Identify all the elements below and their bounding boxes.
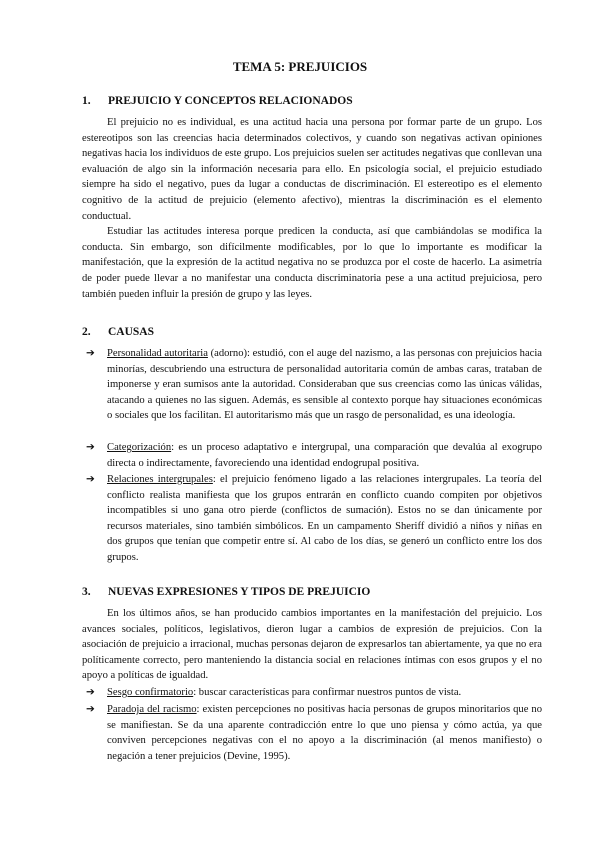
list-item-text: : es un proceso adaptativo e intergrupal, una comparación que devalúa al exogrupo directa o indirectamente, favoreciendo una identidad endogrupal positiva.	[107, 442, 542, 469]
section-title: CAUSAS	[108, 326, 155, 338]
arrow-right-icon: ➔	[86, 442, 95, 453]
section-title: PREJUICIO Y CONCEPTOS RELACIONADOS	[108, 95, 353, 107]
list-item-term: Categorización	[107, 442, 172, 453]
section-body	[82, 115, 542, 302]
arrow-right-icon: ➔	[86, 687, 95, 698]
section-number: 2.	[82, 326, 91, 338]
section-number: 1.	[82, 95, 91, 107]
page-title: TEMA 5: PREJUICIOS	[232, 59, 368, 74]
paragraph: El prejuicio no es individual, es una actitud hacia una persona por formar parte de un grupo. Los estereotipos son las creencias hacia determinados colectivos, y cuando son negativas activan opiniones negativas hacia los individuos de este grupo. Los prejuicios suelen ser actitudes negativas que conllevan una evaluación de algo sin la información necesaria para ello. En psicología social, el prejuicio estudiado siempre ha sido el negativo, pues da lugar a conductas de discriminación. El estereotipo es el elemento cognitivo de la actitud de prejuicio (elemento afectivo), mientras la discriminación es el elemento conductual.	[82, 117, 542, 222]
list-item	[86, 702, 542, 764]
list-item	[86, 440, 542, 471]
list-item-term: Sesgo confirmatorio	[107, 687, 194, 698]
list-item	[86, 346, 542, 424]
list-item-text: (adorno): estudió, con el auge del nazismo, a las personas con prejuicios hacia minorías, descubriendo una estructura de personalidad autoritaria común de ambas caras, trataban de imponerse y eran sumisos ante la autoridad. Consideraban que sus creencias como las únicas válidas, atacando a quienes no las siguen. Además, es sensible al contexto porque hay situaciones económicas o sociales que los facilitan. El autoritarismo más que un rasgo de personalidad, es una ideología.	[107, 348, 542, 422]
list-item-text: : buscar características para confirmar nuestros puntos de vista.	[193, 687, 462, 698]
list-item-term: Relaciones intergrupales	[107, 474, 213, 485]
list-item	[86, 685, 542, 701]
section-number: 3.	[82, 586, 91, 598]
section-heading	[82, 95, 353, 107]
list-item-text: : el prejuicio fenómeno ligado a las relaciones intergrupales. La teoría del conflicto realista manifiesta que los grupos entrarán en conflicto cuando compiten por objetivos incompatibles si uno gana otro pierde (conflictos de sumación). Estos no se dan únicamente por recursos materiales, sino también simbólicos. En un campamento Sheriff dividió a niños y niñas en dos grupos que tenían que competir entre sí. Al cabo de los días, se generó un conflicto entre los dos grupos.	[107, 474, 542, 563]
arrow-right-icon: ➔	[86, 348, 95, 359]
section-heading	[82, 586, 370, 598]
arrow-right-icon: ➔	[86, 474, 95, 485]
section-title: NUEVAS EXPRESIONES Y TIPOS DE PREJUICIO	[108, 586, 371, 598]
list-item	[86, 472, 542, 566]
list-item-term: Personalidad autoritaria	[107, 348, 208, 359]
arrow-right-icon: ➔	[86, 704, 95, 715]
list-item-text: : existen percepciones no positivas hacia personas de grupos minoritarios que no se manifiestan. Se da una aparente contradicción entre lo que uno piensa y cómo actúa, ya que conviven percepciones negativas con el no apoyo a la discriminación (al menos manifiesto) o negación a tener prejuicios (Devine, 1995).	[107, 704, 542, 762]
section-heading	[82, 326, 154, 338]
section-body	[82, 606, 542, 684]
list-item-term: Paradoja del racismo	[107, 704, 197, 715]
paragraph: En los últimos años, se han producido cambios importantes en la manifestación del prejuicio. Los avances sociales, políticos, legislativos, dieron lugar a cambios de expresión de prejuicios. Con la asociación de prejuicio a irracional, muchas personas dejaron de expresarlos tan abiertamente, ya que no era políticamente correcto, pero manteniendo la distancia social en relaciones íntimas con esos grupos y el no apoyo a políticas de igualdad.	[82, 608, 542, 682]
paragraph: Estudiar las actitudes interesa porque predicen la conducta, así que cambiándolas se modifica la conducta. Sin embargo, son difícilmente modificables, por lo que lo importante es modificar la manifestación, que la expresión de la actitud negativa no se produzca por el coste de hacerlo. La asimetría de poder puede llevar a no manifestar una conducta discriminatoria pese a una actitud prejuiciosa, pero también pueden influir la presión de grupo y las leyes.	[82, 226, 542, 300]
